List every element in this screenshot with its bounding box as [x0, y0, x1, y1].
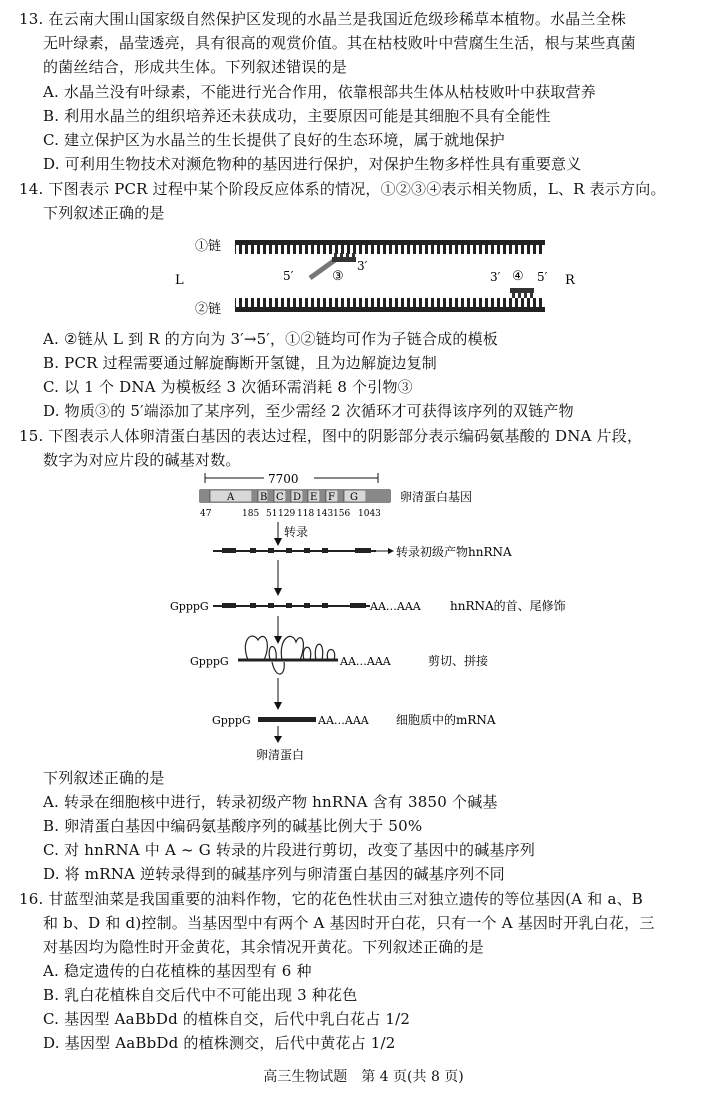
bp-129: 129 — [278, 509, 296, 519]
bp-47: 47 — [200, 509, 212, 519]
primer-4 — [510, 288, 534, 298]
protein-label: 卵清蛋白 — [256, 748, 305, 762]
left-direction-label: L — [175, 273, 184, 288]
q13-option-d: D. 可利用生物技术对濒危物种的基因进行保护，对保护生物多样性具有重要意义 — [43, 155, 582, 173]
q13-stem-line-3: 的菌丝结合，形成共生体。下列叙述错误的是 — [43, 58, 348, 76]
splice-label: 剪切、拼接 — [428, 654, 489, 668]
q16-option-c: C. 基因型 AaBbDd 的植株自交，后代中乳白花占 1/2 — [43, 1010, 411, 1028]
q14-stem-line-1: 14. 下图表示 PCR 过程中某个阶段反应体系的情况，①②③④表示相关物质，L、R 表示方向。 — [19, 180, 666, 198]
bp-156: 156 — [333, 509, 351, 519]
page-footer: 高三生物试题 第 4 页(共 8 页) — [263, 1069, 464, 1085]
q13-option-c: C. 建立保护区为水晶兰的生长提供了良好的生态环境，属于就地保护 — [43, 131, 505, 149]
q14-option-d: D. 物质③的 5′端添加了某序列，至少需经 2 次循环才可获得该序列的双链产物 — [43, 402, 574, 420]
segment-g: G — [350, 492, 358, 503]
q16-option-a: A. 稳定遗传的白花植株的基因型有 6 种 — [43, 962, 312, 980]
q16-option-d: D. 基因型 AaBbDd 的植株测交，后代中黄花占 1/2 — [43, 1034, 396, 1052]
strand-2-backbone — [235, 307, 545, 312]
pcr-diagram — [160, 228, 590, 328]
right-direction-label: R — [565, 273, 575, 288]
strand-2-label: ②链 — [195, 302, 222, 317]
q15-option-c: C. 对 hnRNA 中 A ~ G 转录的片段进行剪切，改变了基因中的碱基序列 — [43, 841, 536, 859]
segment-a: A — [227, 492, 235, 503]
primer-3-3prime-label: 3′ — [357, 259, 368, 273]
ovalbumin-expression-diagram — [170, 470, 650, 766]
q15-stem-line-2: 数字为对应片段的碱基对数。 — [43, 451, 241, 469]
strand-1-backbone — [235, 240, 545, 245]
modification-label: hnRNA的首、尾修饰 — [450, 599, 566, 613]
strand-1-bases — [235, 245, 545, 254]
polya-label-3: AA…AAA — [318, 714, 369, 727]
hnrna-label: 转录初级产物hnRNA — [396, 545, 512, 559]
cap-label-1: GpppG — [170, 600, 209, 613]
q15-stem-line-1: 15. 下图表示人体卵清蛋白基因的表达过程，图中的阴影部分表示编码氨基酸的 DNA 片段， — [19, 427, 643, 445]
q13-option-a: A. 水晶兰没有叶绿素，不能进行光合作用，依靠根部共生体从枯枝败叶中获取营养 — [43, 83, 596, 101]
q13-stem-line-2: 无叶绿素，晶莹透亮，具有很高的观赏价值。其在枯枝败叶中营腐生生活，根与某些真菌 — [43, 34, 636, 52]
polya-label-2: AA…AAA — [340, 655, 391, 668]
q16-stem-line-3: 对基因均为隐性时开金黄花，其余情况开黄花。下列叙述正确的是 — [43, 938, 484, 956]
gene-label: 卵清蛋白基因 — [400, 490, 473, 504]
strand-2-bases — [235, 298, 545, 307]
gene-total-length: 7700 — [268, 472, 299, 486]
capped-hnrna-strand — [213, 603, 370, 608]
mrna-label: 细胞质中的mRNA — [396, 713, 496, 727]
bp-118: 118 — [297, 509, 315, 519]
q13-option-b: B. 利用水晶兰的组织培养还未获成功，主要原因可能是其细胞不具有全能性 — [43, 107, 551, 125]
q16-stem-line-1: 16. 甘蓝型油菜是我国重要的油料作物，它的花色性状由三对独立遗传的等位基因(A 和 a、B — [19, 890, 644, 908]
hnrna-strand — [213, 548, 376, 553]
q16-stem-line-2: 和 b、D 和 d)控制。当基因型中有两个 A 基因时开白花，只有一个 A 基因时开乳白花，三 — [43, 914, 655, 932]
bp-185: 185 — [242, 509, 260, 519]
bp-143: 143 — [316, 509, 334, 519]
q14-option-c: C. 以 1 个 DNA 为模板经 3 次循环需消耗 8 个引物③ — [43, 378, 413, 396]
q15-option-d: D. 将 mRNA 逆转录得到的碱基序列与卵清蛋白基因的碱基序列不同 — [43, 865, 505, 883]
segment-e: E — [310, 492, 318, 503]
q15-question: 下列叙述正确的是 — [43, 769, 165, 787]
q16-option-b: B. 乳白花植株自交后代中不可能出现 3 种花色 — [43, 986, 358, 1004]
transcription-label: 转录 — [284, 525, 309, 539]
cap-label-3: GpppG — [212, 714, 251, 727]
primer-4-3prime-label: 3′ — [490, 270, 501, 284]
bp-1043: 1043 — [358, 509, 381, 519]
primer-4-label: ④ — [512, 269, 524, 284]
q14-option-b: B. PCR 过程需要通过解旋酶断开氢键，且为边解旋边复制 — [43, 354, 437, 372]
q13-stem-line-1: 13. 在云南大围山国家级自然保护区发现的水晶兰是我国近危级珍稀草本植物。水晶兰全株 — [19, 10, 627, 28]
polya-label-1: AA…AAA — [370, 600, 421, 613]
segment-b: B — [260, 492, 268, 503]
primer-3-label: ③ — [332, 269, 344, 284]
q14-option-a: A. ②链从 L 到 R 的方向为 3′→5′，①②链均可作为子链合成的模板 — [43, 330, 498, 348]
splicing-loops — [238, 636, 338, 674]
primer-3-5prime-label: 5′ — [283, 269, 294, 283]
cap-label-2: GpppG — [190, 655, 229, 668]
segment-c: C — [276, 492, 284, 503]
segment-d: D — [293, 492, 302, 503]
q15-option-b: B. 卵清蛋白基因中编码氨基酸序列的碱基比例大于 50% — [43, 817, 423, 835]
mrna-strand — [258, 717, 316, 722]
bp-51: 51 — [266, 509, 278, 519]
segment-f: F — [328, 492, 335, 503]
q14-stem-line-2: 下列叙述正确的是 — [43, 204, 165, 222]
primer-4-5prime-label: 5′ — [537, 270, 548, 284]
q15-option-a: A. 转录在细胞核中进行，转录初级产物 hnRNA 含有 3850 个碱基 — [43, 793, 498, 811]
strand-1-label: ①链 — [195, 239, 222, 254]
